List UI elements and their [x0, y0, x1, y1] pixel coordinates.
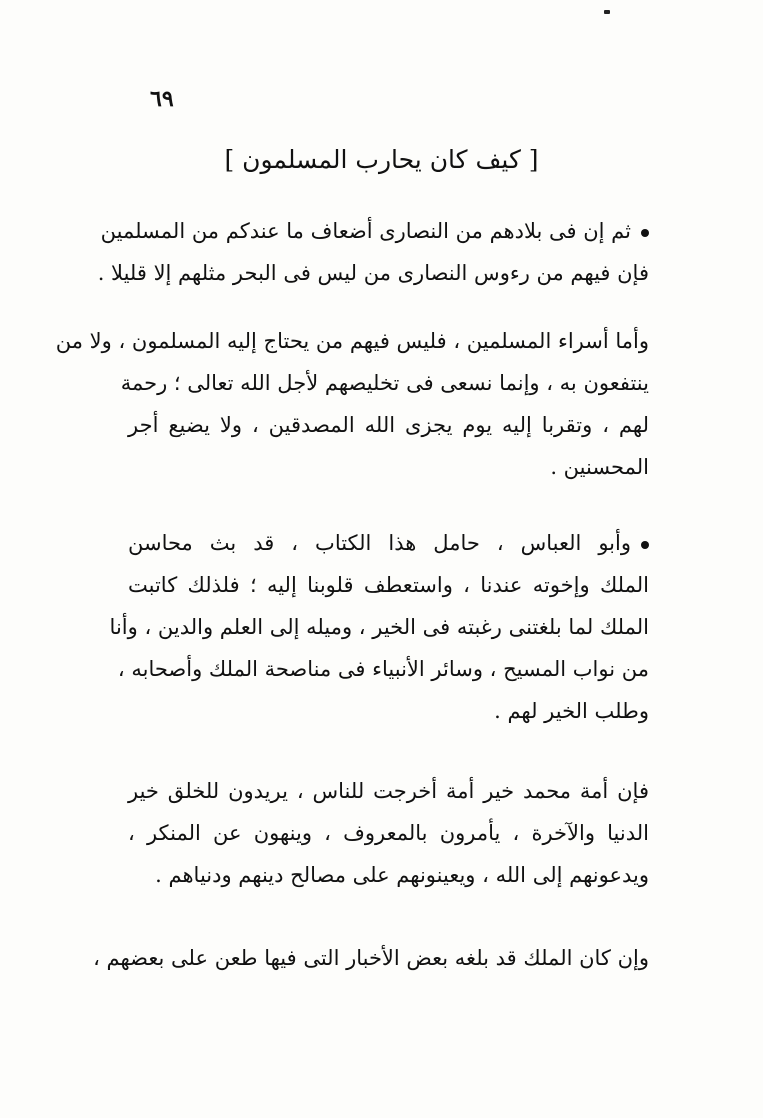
text-line: وطلب الخير لهم . — [494, 699, 649, 723]
ink-speck — [604, 10, 610, 14]
text-line — [128, 522, 649, 564]
paragraph-3 — [109, 522, 649, 732]
text-line: وإن كان الملك قد بلغه بعض الأخبار التى فيها طعن على بعضهم ، — [93, 946, 649, 970]
chapter-heading: [ كيف كان يحارب المسلمون ] — [224, 145, 539, 174]
bullet-icon — [641, 541, 649, 549]
text-line: من نواب المسيح ، وسائر الأنبياء فى مناصحة الملك وأصحابه ، — [117, 657, 649, 681]
text-line: ويدعونهم إلى الله ، ويعينونهم على مصالح دينهم ودنياهم . — [155, 863, 649, 887]
text-line: ينتفعون به ، وإنما نسعى فى تخليصهم لأجل الله تعالى ؛ رحمة — [120, 371, 649, 395]
text-line: الدنيا والآخرة ، يأمرون بالمعروف ، وينهون عن المنكر ، — [128, 821, 649, 845]
bullet-icon — [641, 229, 649, 237]
text-line: فإن أمة محمد خير أمة أخرجت للناس ، يريدون للخلق خير — [128, 779, 649, 803]
paragraph-1 — [97, 210, 649, 294]
text-line: فإن فيهم من رءوس النصارى من ليس فى البحر مثلهم إلا قليلا . — [97, 261, 649, 285]
line-text: وأبو العباس ، حامل هذا الكتاب ، قد بث محاسن — [128, 531, 631, 555]
text-line: لهم ، وتقربا إليه يوم يجزى الله المصدقين ، ولا يضيع أجر — [128, 413, 649, 437]
paragraph-5 — [93, 937, 649, 979]
paragraph-2 — [55, 320, 649, 488]
text-line: الملك لما بلغتنى رغبته فى الخير ، وميله إلى العلم والدين ، وأنا — [109, 615, 649, 639]
text-line: المحسنين . — [550, 455, 649, 479]
text-line: الملك وإخوته عندنا ، واستعطف قلوبنا إليه ؛ فلذلك كاتبت — [128, 573, 649, 597]
text-line — [100, 210, 649, 252]
page-number: ٦٩ — [150, 86, 174, 112]
paragraph-4 — [128, 770, 649, 896]
line-text: ثم إن فى بلادهم من النصارى أضعاف ما عندكم من المسلمين — [100, 219, 631, 243]
text-line: وأما أسراء المسلمين ، فليس فيهم من يحتاج إليه المسلمون ، ولا من — [55, 329, 649, 353]
